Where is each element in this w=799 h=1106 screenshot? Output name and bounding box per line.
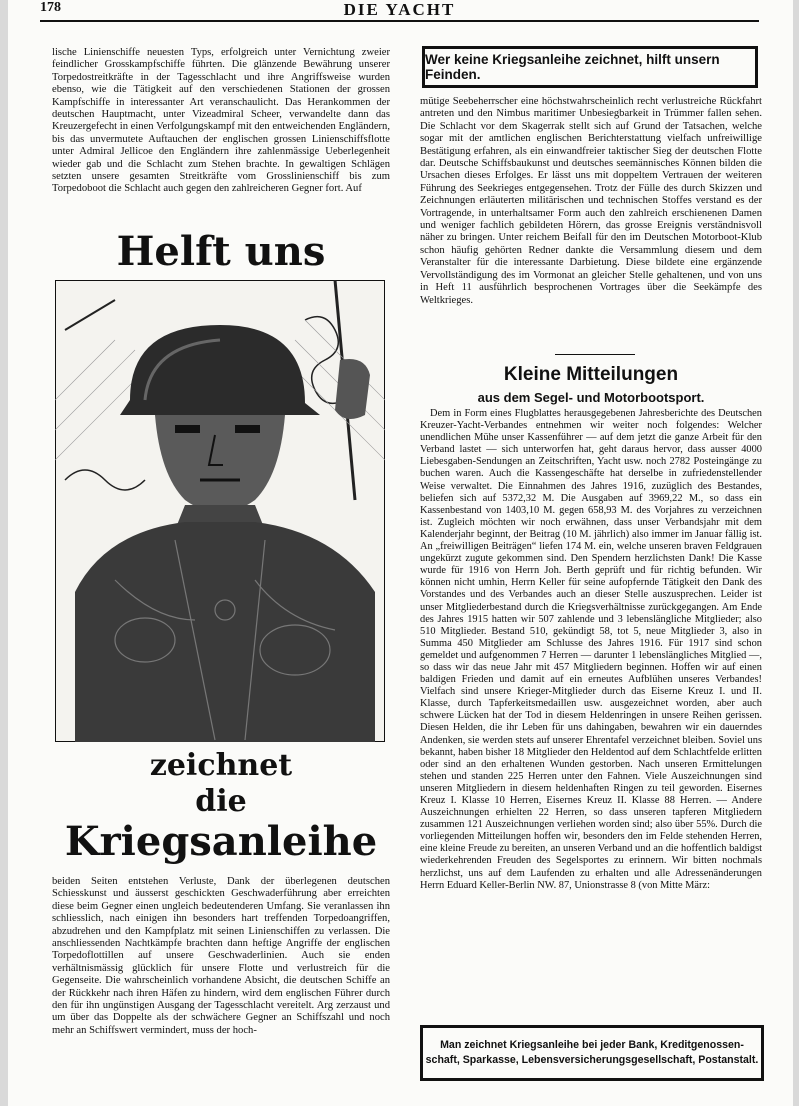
- section-divider: [555, 354, 635, 355]
- poster-line-kriegsanleihe: Kriegsanleihe: [64, 818, 378, 865]
- poster-line-zeichnet: zeichnet: [149, 748, 293, 783]
- section-subtitle: aus dem Segel- und Motorbootsport.: [477, 390, 705, 405]
- right-bottom-paragraph: Dem in Form eines Flugblattes herausgegebenen Jahresberichte des Deutschen Kreuzer-Yacht-Verbandes entnehmen wir weiter noch folgendes: Welcher unendlichen Mühe unser Kassenführer — auf dem jetzt die ganze Arbeit für den Verband lastet — sich unterworfen hat, geht daraus hervor, dass ausser 4000 Liebesgaben-Sendungen an Zeitschriften, Yacht usw. noch 2782 Posteingänge zu buchen waren. Auch die Kassengeschäfte hat derselbe in zufriedenstellender Weise verwaltet. Die Einnahmen des Jahres 1916, zuzüglich des Bestandes, beliefen sich auf 5372,32 M. Die Ausgaben auf 3969,22 M., so dass ein Kassenbestand von 1403,10 M. gegen 658,93 M. des Vorjahres zu verzeichnen ist. Zugleich möchten wir noch erwähnen, dass unser Verbandsjahr mit dem Kalenderjahr beginnt, der Beitrag (10 M. jährlich) also immer im Januar fällig ist. An „freiwilligen Beiträgen“ liefen 174 M. ein, welche unseren braven Feldgrauen ungekürzt zugute gekommen sind. Den Spendern herzlichsten Dank! Die Kasse wurde für 1916 von Herrn Joh. Berth geprüft und für richtig befunden. Wir können nicht umhin, Herrn Keller für seine aufopfernde Tätigkeit den Dank des Vorstandes und des Verbandes auch an dieser Stelle auszusprechen. Leider ist unser Mitgliederbestand durch die Kriegsverhältnisse zurückgegangen. Am Ende des Jahres 1915 hatten wir 507 zahlende und 3 lebenslängliche Mitglieder; also 510 Mitglieder. Bestand 510, gekündigt 58, tot 5, neue Mitglieder 3, also in Summa 450 Mitglieder am Schlusse des Jahres 1916. Für 1917 sind schon gemeldet und aufgenommen 7 Herren — darunter 1 lebenslängliches Mitglied —, so dass wir das neue Jahr mit 457 Mitgliedern beginnen. Hoffen wir auf einen baldigen Frieden und damit auf ein erneutes Aufblühen unseres Verbandes! Vielfach sind unsere Krieger-Mitglieder durch das Eiserne Kreuz I. und II. Klasse, durch Tapferkeitsmedaillen usw. ausgezeichnet worden, aber auch schwere Lücken hat der Tod in diesem Heldenringen in unsere Reihen gerissen. Diesen Helden, die ihr Leben für uns dahingaben, bewahren wir ein dauerndes Andenken, sie werden stets auf unserer Ehrentafel verzeichnet bleiben. Soviel uns bekannt, haben bisher 18 Mitglieder den Heldentod auf dem Schlachtfelde erlitten oder sind an den erhaltenen Wunden gestorben. Nach unseren Ermittelungen stehen und standen 225 Herren unter den Fahnen. Viele Auszeichnungen sind unseren Mitgliedern in diesem heldenhaften Ringen zu teil geworden. Eisernes Kreuz I. Klasse 10 Herren, Eisernes Kreuz II. Klasse 88 Herren. — Andere Auszeichnungen erhielten 22 Herren, so dass unseren tapferen Mitgliedern zusammen 121 Auszeichnungen verliehen worden sind; also über 55%. Durch die vorliegenden Mitteilungen hoffen wir, besonders den im Felde stehenden Herren, eine kleine Freude zu bereiten, an unseren Verband und an die hoffentlich baldigst wiederkehrenden Freuden des Segelsportes zu erinnern. Wir bitten nochmals herzlichst, uns auf dem Laufenden zu erhalten und alle Adressenänderungen Herrn Eduard Keller-Berlin NW. 87, Unionstrasse 8 (von Mitte März:: [420, 408, 762, 891]
- war-loan-notice-box: Wer keine Kriegsanleihe zeichnet, hilft unsern Feinden.: [422, 46, 758, 88]
- right-top-paragraph: mütige Seebeherrscher eine höchstwahrscheinlich recht verlustreiche Rückfahrt antreten und den Nimbus maritimer Unbesiegbarkeit in Trümmer fallen sehen. Die Schlacht vor dem Skagerrak stellt sich auf Grund der Tatsachen, welche sogar mit der amtlichen englischen Berichterstattung vielfach unfreiwillige Bestätigung erfahren, als ein einwandfreier taktischer Sieg der deutschen Flotte dar. Deutsche Schiffsbaukunst und deutsches seemännisches Können bilden die Ursachen dieses Erfolges. Er lässt uns mit doppeltem Vertrauen der weiteren Führung des Seekrieges entgegensehen. Trotz der Fülle des durch Skizzen und Zeichnungen erläuterten militärischen und technischen Stoffes verstand es der Vortragende, in unterhaltsamer Form auch den zahlreich erschienenen Damen und weniger fachlich gebildeten Hörern, das grosse Ereignis verständnisvoll näher zu bringen. Unter reichem Beifall für den im Deutschen Motorboot-Klub schon häufig gehörten Redner dankte die Versammlung diesem und dem Veranstalter für die interessante Darbietung. Diese bildete eine ergänzende Vervollständigung des im Vormonat an gleicher Stelle gehaltenen, und von uns in Heft 11 ausführlich besprochenen Vortrages über die Seekämpfe des Weltkrieges.: [420, 96, 762, 306]
- left-bottom-paragraph: beiden Seiten entstehen Verluste, Dank der überlegenen deutschen Schiesskunst und äusserst geschickten Geschwaderführung aber erreichten diese beim Gegner einen ungleich bedeutenderen Umfang. Sie veranlassen ihn schliesslich, nach einigen ihn besonders hart treffenden Torpedoangriffen, abzudrehen und den Kampfplatz mit seinen Linienschiffen zu verlassen. Die anschliessenden Nachtkämpfe brachten dann heftige Angriffe der englischen Torpedoflottillen auf unsere Geschwaderlinien. Auch sie enden verhältnismässig glücklich für unsere Flotte und verlustreich für die Gegenseite. Die wahrscheinlich vorhandene Absicht, die deutschen Schiffe an der Rückkehr nach ihren Häfen zu hindern, wird dem englischen Führer durch den für ihn ungünstigen Ausgang der Tagesschlacht vereitelt. Arg zerzaust und um über das Doppelte als der schwächere Gegner an Schiffszahl und noch mehr an Schiffswert vermindert, muss der hoch-: [52, 876, 390, 1036]
- war-loan-where-line-1: Man zeichnet Kriegsanleihe bei jeder Bank, Kreditgenossen-: [440, 1039, 744, 1051]
- war-loan-where-line-2: schaft, Sparkasse, Lebensversicherungsgesellschaft, Postanstalt.: [425, 1054, 759, 1066]
- left-column-bottom: [52, 876, 390, 1037]
- poster-line-die: die: [195, 784, 247, 819]
- running-title: DIE YACHT: [343, 0, 456, 19]
- war-loan-where-box: [420, 1025, 764, 1081]
- right-column-bottom: [420, 408, 762, 892]
- left-top-paragraph: lische Linienschiffe neuesten Typs, erfolgreich unter Vernichtung zweier feindlicher Grosskampfschiffe führten. Die glänzende Bewährung unserer Torpedostreitkräfte in der Tagesschlacht und ihre Angriffsweise wurden ebenso, wie die Tätigkeit auf den verschiedenen Stationen der grossen Kampfschiffe in interessanter Art veranschaulicht. Das Herankommen der deutschen Hauptmacht, unter Vizeadmiral Scheer, verwandelte dann das Kreuzergefecht in einen Verfolgungskampf mit den entweichenden Engländern, bis das unvermutete Auftauchen der englischen grossen Linienschiffsflotte unter Admiral Jellicoe den Engländern ihre zahlenmässige Ueberlegenheit wieder gab und die Schlacht zum Stehen brachte. In gewaltigen Schlägen setzten unsere gesamten Streitkräfte vom Grosslinienschiff bis zum Torpedoboot die Schlacht auch gegen den zahlreicheren Gegner fort. Auf: [52, 47, 390, 195]
- soldier-poster-illustration: [55, 280, 385, 742]
- left-column-top: [52, 47, 390, 196]
- poster-headline: Helft uns: [116, 228, 326, 275]
- right-column-top: [420, 96, 762, 307]
- page-number: 178: [40, 0, 61, 15]
- section-title: Kleine Mitteilungen: [503, 364, 679, 385]
- header-rule: [40, 20, 759, 22]
